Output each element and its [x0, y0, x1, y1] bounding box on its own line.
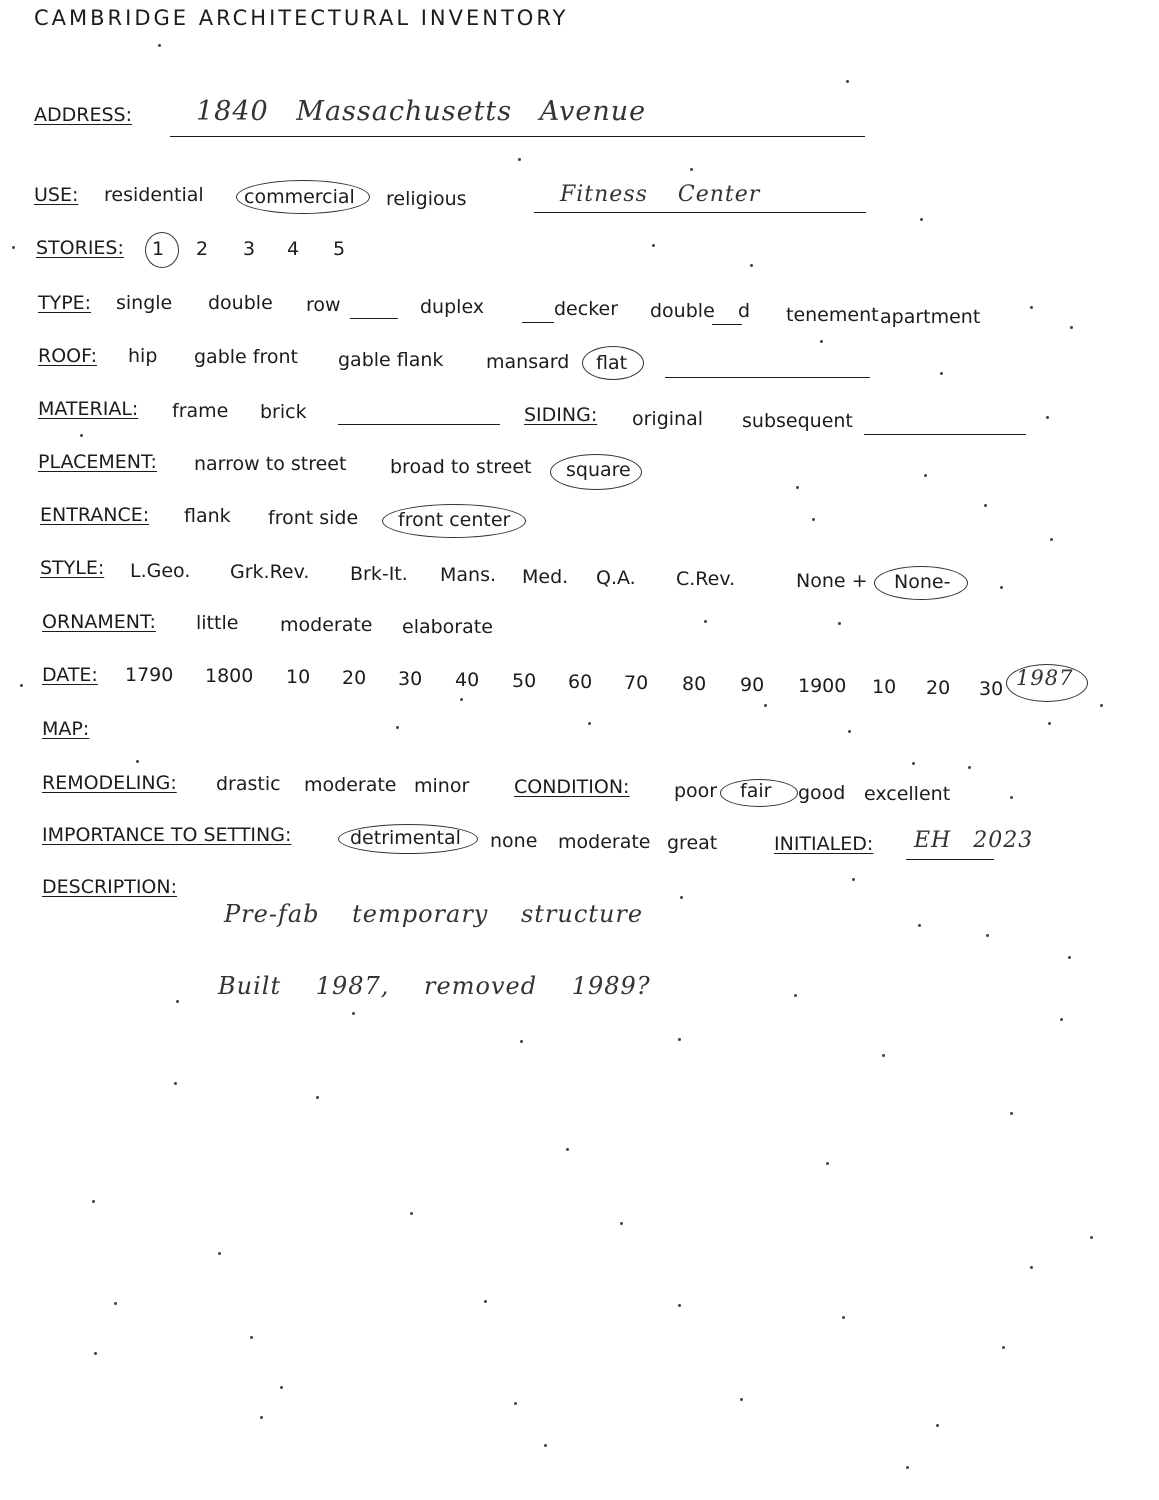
scan-speck	[514, 1402, 517, 1405]
roof-option-flat: flat	[596, 352, 628, 374]
use-option-religious: religious	[386, 188, 467, 210]
date-option-90: 90	[740, 674, 765, 696]
scan-speck	[12, 246, 15, 249]
scan-speck	[280, 1386, 283, 1389]
condition-option-fair: fair	[740, 780, 772, 802]
scan-speck	[352, 1012, 355, 1015]
scan-speck	[940, 372, 943, 375]
initialed-value: EH 2023	[914, 828, 1034, 853]
scan-speck	[740, 1398, 743, 1401]
description-label: DESCRIPTION:	[42, 876, 178, 898]
scan-speck	[918, 924, 921, 927]
roof-label: ROOF:	[38, 345, 97, 367]
use-option-commercial: commercial	[244, 186, 355, 208]
date-option-70: 70	[624, 672, 649, 694]
type-option-row: row	[306, 294, 341, 316]
scan-speck	[114, 1302, 117, 1305]
scan-speck	[826, 1162, 829, 1165]
scan-speck	[94, 1352, 97, 1355]
type-option-apartment: apartment	[880, 306, 981, 328]
use-option-residential: residential	[104, 184, 204, 206]
ornament-option-elaborate: elaborate	[402, 616, 493, 638]
siding-line	[864, 434, 1026, 435]
scan-speck	[1060, 1018, 1063, 1021]
material-option-brick: brick	[260, 401, 307, 423]
type-decker-line	[522, 322, 554, 323]
style-option-med: Med.	[522, 566, 569, 588]
style-selected-circle	[874, 566, 968, 600]
scan-speck	[1046, 416, 1049, 419]
scan-speck	[1048, 722, 1051, 725]
scan-speck	[820, 340, 823, 343]
scan-speck	[968, 766, 971, 769]
stories-label: STORIES:	[36, 237, 124, 259]
entrance-option-front-center: front center	[398, 509, 511, 531]
scan-speck	[986, 934, 989, 937]
roof-option-gable-front: gable front	[194, 346, 298, 368]
style-label: STYLE:	[40, 557, 105, 579]
entrance-option-flank: flank	[184, 505, 231, 527]
scan-speck	[520, 1040, 523, 1043]
scan-speck	[842, 1316, 845, 1319]
date-option-80: 80	[682, 673, 707, 695]
ornament-option-moderate: moderate	[280, 614, 373, 636]
scan-speck	[566, 1148, 569, 1151]
roof-option-hip: hip	[128, 345, 158, 367]
scan-speck	[1010, 1112, 1013, 1115]
scan-speck	[136, 760, 139, 763]
scan-speck	[158, 44, 161, 47]
remodeling-option-minor: minor	[414, 775, 470, 797]
type-option-duplex: duplex	[420, 296, 485, 318]
description-line-2: Built 1987, removed 1989?	[218, 972, 651, 1000]
importance-option-none: none	[490, 830, 538, 852]
remodeling-option-moderate: moderate	[304, 774, 397, 796]
condition-selected-circle	[720, 779, 798, 807]
roof-option-mansard: mansard	[486, 351, 570, 373]
date-handwritten: 1987	[1016, 666, 1074, 690]
condition-option-excellent: excellent	[864, 783, 951, 805]
use-handwritten: Fitness Center	[560, 182, 761, 207]
importance-label: IMPORTANCE TO SETTING:	[42, 824, 292, 846]
scan-speck	[750, 264, 753, 267]
scan-speck	[924, 474, 927, 477]
scan-speck	[912, 762, 915, 765]
scan-speck	[848, 730, 851, 733]
scan-speck	[1002, 1346, 1005, 1349]
date-option-1900: 1900	[798, 675, 847, 697]
scan-speck	[794, 994, 797, 997]
scan-speck	[906, 1466, 909, 1469]
date-option-40: 40	[455, 669, 480, 691]
style-option-qa: Q.A.	[596, 567, 636, 589]
type-option-tenement: tenement	[786, 304, 879, 326]
date-option-1800: 1800	[205, 665, 254, 687]
scan-speck	[984, 504, 987, 507]
scan-speck	[518, 158, 521, 161]
scan-speck	[544, 1444, 547, 1447]
type-row-line	[350, 318, 398, 319]
style-option-lgeo: L.Geo.	[130, 560, 191, 582]
scan-speck	[838, 622, 841, 625]
scan-speck	[796, 486, 799, 489]
scan-speck	[704, 620, 707, 623]
initialed-label: INITIALED:	[774, 833, 874, 855]
placement-option-narrow: narrow to street	[194, 453, 347, 475]
entrance-label: ENTRANCE:	[40, 504, 150, 526]
type-double-d-line	[712, 324, 742, 325]
scan-speck	[936, 1424, 939, 1427]
use-line	[534, 212, 866, 213]
entrance-option-front-side: front side	[268, 507, 359, 529]
scan-speck	[690, 168, 693, 171]
scan-speck	[1070, 326, 1073, 329]
scan-speck	[678, 1304, 681, 1307]
type-option-decker: decker	[554, 298, 619, 320]
scan-speck	[410, 1212, 413, 1215]
scan-speck	[1068, 956, 1071, 959]
date-option-30: 30	[398, 668, 423, 690]
scan-speck	[1090, 1236, 1093, 1239]
material-option-frame: frame	[172, 400, 229, 422]
importance-option-moderate: moderate	[558, 831, 651, 853]
stories-option-3: 3	[243, 238, 256, 260]
scan-speck	[484, 1300, 487, 1303]
scan-speck	[460, 698, 463, 701]
scan-speck	[218, 1252, 221, 1255]
siding-option-original: original	[632, 408, 704, 430]
scan-speck	[260, 1416, 263, 1419]
scan-speck	[652, 244, 655, 247]
scan-speck	[250, 1336, 253, 1339]
date-option-10: 10	[286, 666, 311, 688]
stories-option-5: 5	[333, 238, 346, 260]
scan-speck	[1100, 704, 1103, 707]
placement-label: PLACEMENT:	[38, 451, 157, 473]
date-option-50: 50	[512, 670, 537, 692]
date-option-20: 20	[342, 667, 367, 689]
placement-option-square: square	[566, 459, 631, 481]
date-handwritten-circle	[1006, 664, 1088, 702]
scan-speck	[1010, 796, 1013, 799]
address-line	[170, 136, 865, 137]
date-option-1790: 1790	[125, 664, 174, 686]
date-option-60: 60	[568, 671, 593, 693]
style-option-none-minus: None-	[894, 571, 951, 593]
scan-speck	[1030, 1266, 1033, 1269]
siding-label: SIDING:	[524, 404, 598, 426]
scan-speck	[1050, 538, 1053, 541]
stories-option-2: 2	[196, 238, 209, 260]
scan-speck	[1000, 586, 1003, 589]
roof-line	[665, 377, 870, 378]
type-option-d: d	[738, 300, 751, 322]
scan-speck	[678, 1038, 681, 1041]
date-label: DATE:	[42, 664, 98, 686]
description-line-1: Pre-fab temporary structure	[224, 900, 644, 928]
stories-selected-circle	[145, 232, 179, 268]
type-option-single: single	[116, 292, 173, 314]
scan-speck	[882, 1054, 885, 1057]
scan-speck	[176, 1000, 179, 1003]
address-label: ADDRESS:	[34, 104, 132, 126]
initialed-line	[906, 859, 994, 860]
scan-speck	[812, 518, 815, 521]
map-label: MAP:	[42, 718, 90, 740]
scan-speck	[174, 1082, 177, 1085]
scan-speck	[316, 1096, 319, 1099]
scan-speck	[846, 80, 849, 83]
scan-speck	[92, 1200, 95, 1203]
entrance-selected-circle	[382, 504, 526, 538]
use-label: USE:	[34, 184, 79, 206]
ornament-label: ORNAMENT:	[42, 611, 156, 633]
style-option-mans: Mans.	[440, 564, 497, 586]
form-title: CAMBRIDGE ARCHITECTURAL INVENTORY	[34, 6, 569, 30]
importance-option-detrimental: detrimental	[350, 827, 461, 849]
use-selected-circle	[236, 180, 370, 214]
type-option-double-decker: double	[650, 300, 715, 322]
date-option-1920: 20	[926, 677, 951, 699]
scan-speck	[920, 218, 923, 221]
roof-option-gable-flank: gable flank	[338, 349, 444, 371]
style-option-brkit: Brk-It.	[350, 563, 408, 585]
type-option-double: double	[208, 292, 273, 314]
condition-label: CONDITION:	[514, 776, 630, 798]
scan-speck	[852, 878, 855, 881]
importance-option-great: great	[667, 832, 718, 854]
type-label: TYPE:	[38, 292, 92, 314]
style-option-grkrev: Grk.Rev.	[230, 561, 310, 583]
scan-speck	[396, 726, 399, 729]
scan-speck	[680, 896, 683, 899]
remodeling-label: REMODELING:	[42, 772, 177, 794]
address-value: 1840 Massachusetts Avenue	[196, 96, 647, 127]
ornament-option-little: little	[196, 612, 239, 634]
style-option-none-plus: None +	[796, 570, 868, 592]
scan-speck	[588, 722, 591, 725]
date-option-1930: 30	[979, 678, 1004, 700]
scan-speck	[764, 704, 767, 707]
placement-selected-circle	[550, 454, 642, 490]
roof-selected-circle	[582, 346, 644, 380]
date-option-1910: 10	[872, 676, 897, 698]
scan-speck	[620, 1222, 623, 1225]
remodeling-option-drastic: drastic	[216, 773, 281, 795]
scan-speck	[80, 434, 83, 437]
style-option-crev: C.Rev.	[676, 568, 736, 590]
condition-option-good: good	[798, 782, 846, 804]
placement-option-broad: broad to street	[390, 456, 532, 478]
stories-option-4: 4	[287, 238, 300, 260]
siding-option-subsequent: subsequent	[742, 410, 853, 432]
scan-speck	[1030, 306, 1033, 309]
importance-selected-circle	[338, 824, 478, 854]
material-line	[338, 424, 500, 425]
material-label: MATERIAL:	[38, 398, 139, 420]
condition-option-poor: poor	[674, 780, 718, 802]
scan-speck	[20, 684, 23, 687]
stories-option-1: 1	[152, 238, 165, 260]
